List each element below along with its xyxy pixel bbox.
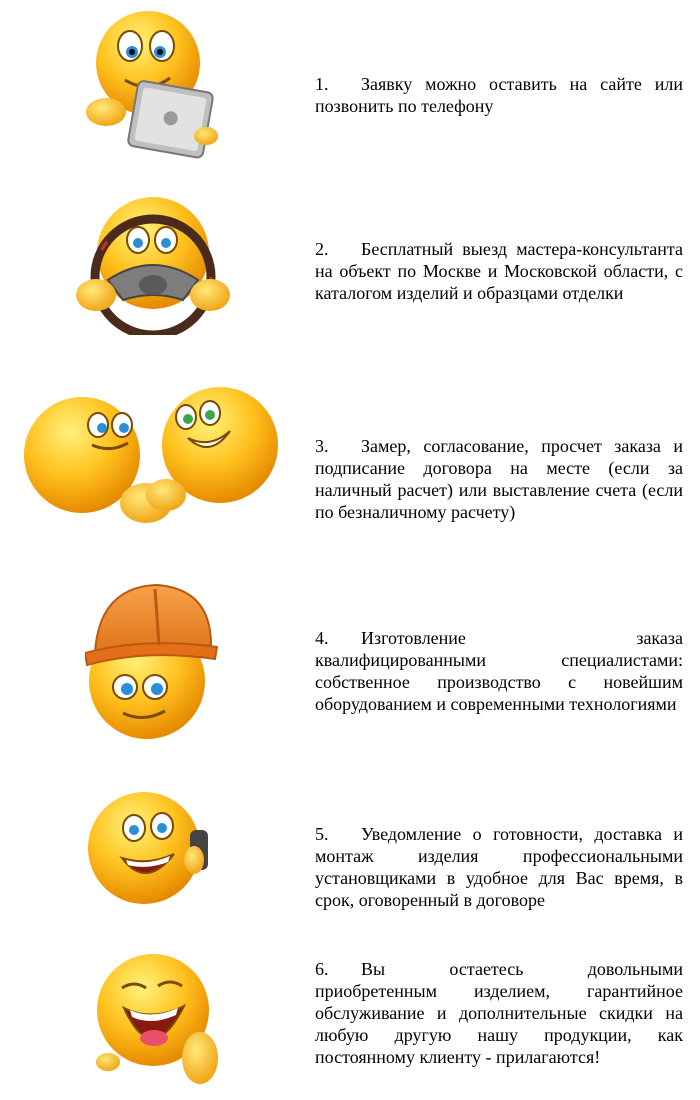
step-number: 5. (315, 824, 329, 844)
step-description: Изготовление заказа квалифицированными специалистами: собственное производство с новейшим оборудованием и современными технологиями (315, 628, 683, 714)
step-description: Бесплатный выезд мастера-консультанта на объект по Москве и Московской области, с каталогом изделий и образцами отделки (315, 239, 683, 303)
step-text (315, 238, 683, 304)
step-description: Вы остаетесь довольными приобретенным изделием, гарантийное обслуживание и дополнительные скидки на любую другую нашу продукции, как постоянному клиенту - прилагаются! (315, 959, 683, 1067)
step-text (315, 627, 683, 715)
step-text (315, 823, 683, 911)
emoji-handshake-icon (20, 383, 285, 543)
emoji-laughing-icon (88, 950, 223, 1100)
step-description: Заявку можно оставить на сайте или позвонить по телефону (315, 74, 683, 116)
step-number: 1. (315, 74, 329, 94)
emoji-phone-call-icon (82, 790, 222, 910)
step-text (315, 958, 683, 1068)
step-number: 4. (315, 628, 329, 648)
step-description: Замер, согласование, просчет заказа и подписание договора на месте (если за наличный расчет) или выставление счета (если по безналичному расчету) (315, 436, 683, 522)
step-number: 3. (315, 436, 329, 456)
step-number: 2. (315, 239, 329, 259)
step-number: 6. (315, 959, 329, 979)
emoji-hard-hat-icon (85, 575, 220, 750)
step-text (315, 73, 683, 117)
step-description: Уведомление о готовности, доставка и монтаж изделия профессиональными установщиками в удобное для Вас время, в срок, оговоренный в договоре (315, 824, 683, 910)
emoji-driving-icon (68, 195, 238, 335)
step-text (315, 435, 683, 523)
emoji-with-tablet-icon (70, 8, 230, 163)
